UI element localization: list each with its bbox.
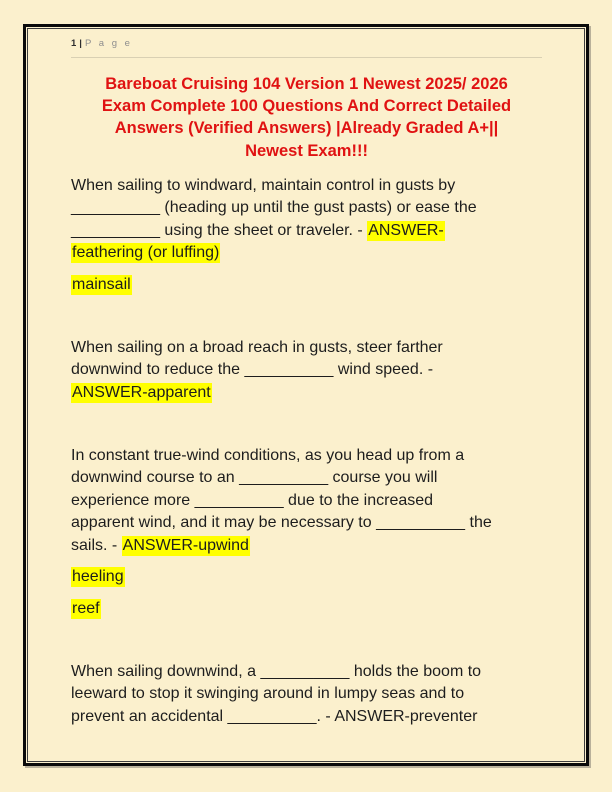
text-line [71,175,542,198]
blank-paragraph [71,413,542,436]
page-border-inner [27,28,585,762]
answer-highlight: feathering (or luffing) [72,244,220,262]
page-border-frame [23,24,589,766]
page-header-label: P a g e [84,38,133,49]
answer-highlight: ANSWER- [368,221,444,239]
blank-paragraph [71,305,542,328]
answer-paragraph [71,566,542,589]
answer-paragraph [71,274,542,297]
blank-paragraph [71,629,542,652]
question-text: experience more __________ due to the increased [71,491,434,509]
text-line [71,274,542,297]
text-line [71,337,542,360]
answer-highlight: reef [72,599,100,617]
text-line [71,242,542,265]
text-line [71,535,542,558]
question-text: prevent an accidental __________. - ANSWER-preventer [71,707,478,725]
text-line [71,661,542,684]
question-paragraph [71,661,542,729]
text-line [71,512,542,535]
question-text: leeward to stop it swinging around in lumpy seas and to [71,685,465,703]
document-title [71,73,542,162]
document-body [71,175,542,729]
question-paragraph [71,445,542,558]
question-paragraph [71,175,542,265]
question-paragraph [71,337,542,405]
page-header-divider: | [79,38,82,49]
text-line [71,359,542,382]
question-text: downwind course to an __________ course you will [71,469,438,487]
answer-highlight: ANSWER-upwind [122,536,249,554]
question-text: apparent wind, and it may be necessary to __________ the [71,514,492,532]
question-text: When sailing to windward, maintain control in gusts by [71,176,456,194]
text-line [71,445,542,468]
text-line [71,598,542,621]
text-line [71,467,542,490]
answer-paragraph [71,598,542,621]
text-line [71,683,542,706]
text-line [71,197,542,220]
question-text: downwind to reduce the __________ wind speed. - [71,361,434,379]
page-header [71,37,542,58]
answer-highlight: heeling [72,568,124,586]
title-line: Answers (Verified Answers) |Already Graded A+|| [114,119,499,138]
question-text: sails. - [71,536,122,554]
question-text: When sailing on a broad reach in gusts, steer farther [71,338,443,356]
text-line [71,490,542,513]
question-text: In constant true-wind conditions, as you head up from a [71,446,465,464]
title-line: Bareboat Cruising 104 Version 1 Newest 2025/ 2026 [105,75,508,93]
question-text: When sailing downwind, a __________ holds the boom to [71,662,482,680]
page-number: 1 [71,38,77,49]
title-line: Newest Exam!!! [245,141,368,160]
question-text: __________ using the sheet or traveler. - [71,221,368,239]
answer-highlight: ANSWER-apparent [72,383,211,401]
text-line [71,220,542,243]
answer-highlight: mainsail [72,275,131,293]
question-text: __________ (heading up until the gust pasts) or ease the [71,199,477,217]
title-line: Exam Complete 100 Questions And Correct Detailed [101,97,512,116]
text-line [71,706,542,729]
text-line [71,382,542,405]
text-line [71,566,542,589]
